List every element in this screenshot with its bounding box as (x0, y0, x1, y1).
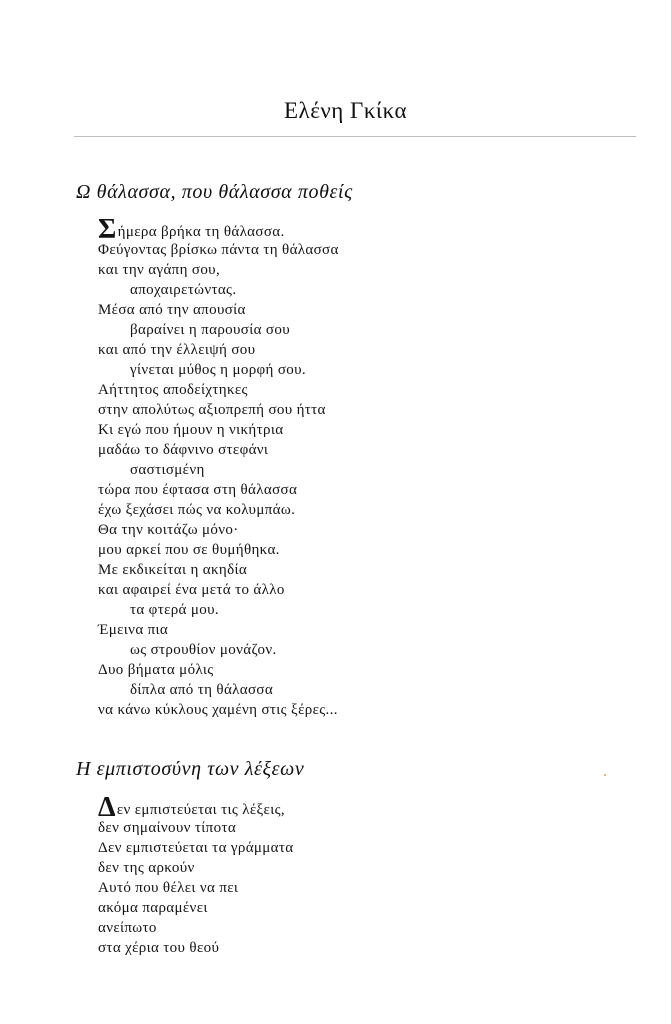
poem-line: δίπλα από τη θάλασσα (130, 682, 274, 698)
poem-line: δεν της αρκούν (98, 860, 195, 876)
poem-line (98, 214, 339, 245)
poem-line: μου αρκεί που σε θυμήθηκα. (98, 542, 280, 558)
poem-line: Αυτό που θέλει να πει (98, 880, 239, 896)
poem-line: ανείπωτο (98, 920, 157, 936)
poem-line: Έμεινα πια (98, 622, 169, 638)
poem-line: Με εκδικείται η ακηδία (98, 562, 248, 578)
poem-line: και από την έλλειψή σου (98, 342, 256, 358)
poem-line: Δεν εμπιστεύεται τα γράμματα (98, 840, 294, 856)
poem-line: αποχαιρετώντας. (130, 282, 237, 298)
poem-line: στα χέρια του θεού (98, 940, 220, 956)
poem-line: Μέσα από την απουσία (98, 302, 246, 318)
poem-line (98, 792, 293, 823)
poem-line: Φεύγοντας βρίσκω πάντα τη θάλασσα (98, 242, 339, 258)
poem-line-text: ήμερα βρήκα τη θάλασσα. (117, 224, 285, 240)
poem-line: ως στρουθίον μονάζον. (130, 642, 277, 658)
poem-line: τα φτερά μου. (130, 602, 219, 618)
poem-line: σαστισμένη (130, 462, 205, 478)
header-rule (74, 136, 636, 137)
poem-line: και αφαιρεί ένα μετά το άλλο (98, 582, 285, 598)
poem-line: έχω ξεχάσει πώς να κολυμπάω. (98, 502, 296, 518)
poem-line: τώρα που έφτασα στη θάλασσα (98, 482, 298, 498)
poem-line: ακόμα παραμένει (98, 900, 208, 916)
poem-line: βαραίνει η παρουσία σου (130, 322, 290, 338)
drop-cap: Δ (98, 792, 116, 823)
poem-line: δεν σημαίνουν τίποτα (98, 820, 237, 836)
poem-line-text: εν εμπιστεύεται τις λέξεις, (116, 802, 285, 818)
poem-line: Αήττητος αποδείχτηκες (98, 382, 248, 398)
author-name: Ελένη Γκίκα (284, 98, 408, 123)
poem-title-2: Η εμπιστοσύνη των λέξεων (76, 758, 305, 780)
poem-line: μαδάω το δάφνινο στεφάνι (98, 442, 269, 458)
poem-line: να κάνω κύκλους χαμένη στις ξέρες... (98, 702, 338, 718)
poem-line: Θα την κοιτάζω μόνο· (98, 522, 239, 538)
poem-title-1: Ω θάλασσα, που θάλασσα ποθείς (76, 181, 353, 203)
poem-line: Κι εγώ που ήμουν η νικήτρια (98, 422, 284, 438)
poem-body-2 (98, 792, 294, 958)
poem-line: και την αγάπη σου, (98, 262, 221, 278)
paper-speck (604, 774, 606, 776)
poem-line: στην απολύτως αξιοπρεπή σου ήττα (98, 402, 326, 418)
drop-cap: Σ (98, 214, 117, 245)
poem-body-1 (98, 214, 339, 720)
poem-line: Δυο βήματα μόλις (98, 662, 214, 678)
poem-line: γίνεται μύθος η μορφή σου. (130, 362, 306, 378)
